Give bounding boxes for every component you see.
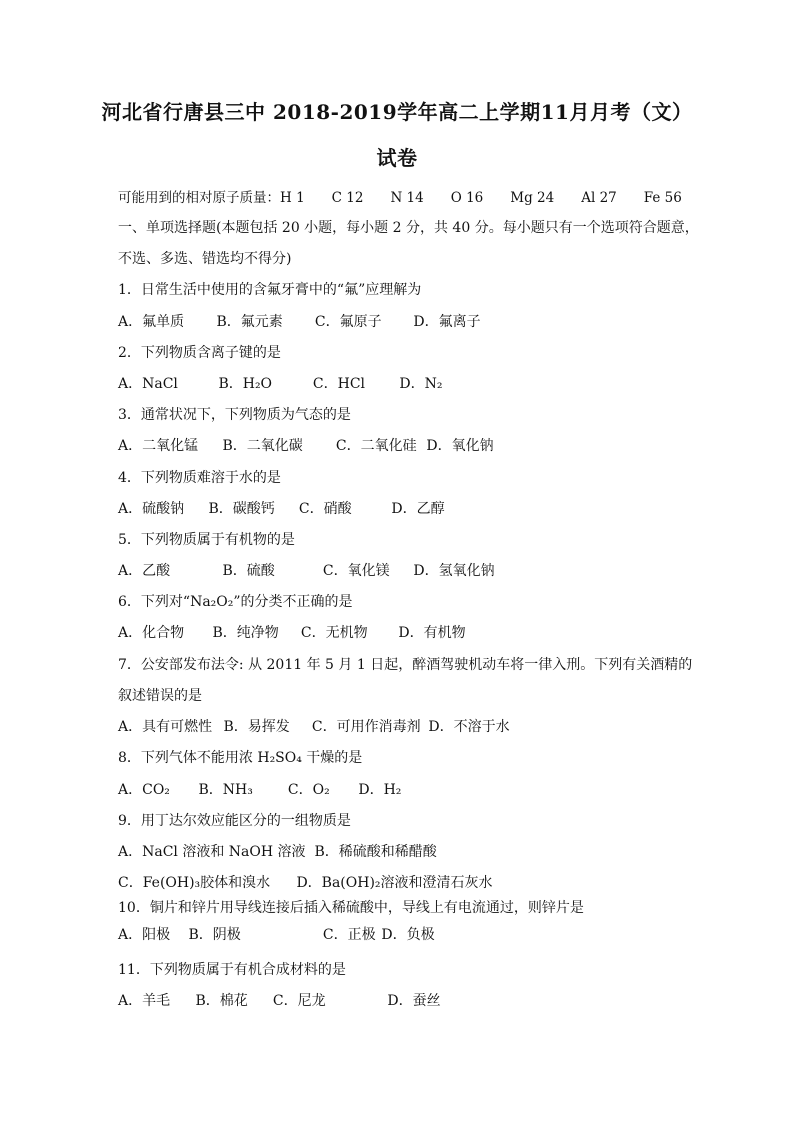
option-d: D．蚕丝 — [387, 993, 441, 1009]
question-4-options — [118, 498, 688, 518]
option-d: D．氢氧化钠 — [413, 563, 495, 579]
question-3-options — [118, 435, 688, 455]
option-a: A．NaCl — [118, 376, 178, 392]
question-11: 11．下列物质属于有机合成材料的是 — [118, 962, 346, 978]
option-b: B．H₂O — [218, 376, 273, 392]
question-7: 7．公安部发布法令: 从 2011 年 5 月 1 日起，醉酒驾驶机动车将一律入刑。下列有关酒精的 — [118, 657, 693, 673]
option-d: D．氟离子 — [413, 314, 481, 330]
option-a: A．乙酸 — [118, 563, 171, 579]
option-b: B．二氧化碳 — [222, 438, 303, 454]
question-7-options — [118, 716, 688, 736]
option-c: C．二氧化硅 — [335, 438, 417, 454]
option-d: D．Ba(OH)₂溶液和澄清石灰水 — [296, 875, 493, 891]
exam-title-line2: 试卷 — [376, 146, 418, 170]
question-5: 5．下列物质属于有机物的是 — [118, 532, 295, 548]
option-a: A．硫酸钠 — [118, 501, 185, 517]
option-b: B．阴极 — [188, 927, 241, 943]
option-c: C．氧化镁 — [322, 563, 390, 579]
question-9-options-1 — [118, 841, 688, 861]
question-9-options-2 — [118, 872, 688, 892]
option-b: B．NH₃ — [198, 782, 253, 798]
question-2: 2．下列物质含离子键的是 — [118, 345, 281, 361]
question-6-options — [118, 622, 688, 642]
option-d: D．H₂ — [358, 782, 402, 798]
question-1: 1．日常生活中使用的含氟牙膏中的“氟”应理解为 — [118, 282, 422, 298]
question-3: 3．通常状况下，下列物质为气态的是 — [118, 407, 351, 423]
option-d: D．乙醇 — [391, 501, 445, 517]
option-c: C．硝酸 — [298, 501, 352, 517]
question-2-options — [118, 373, 688, 393]
option-c: C．尼龙 — [272, 993, 326, 1009]
option-d: D．N₂ — [399, 376, 443, 392]
option-b: B．稀硫酸和稀醋酸 — [314, 844, 437, 860]
question-8: 8．下列气体不能用浓 H₂SO₄ 干燥的是 — [118, 750, 363, 766]
option-a: A．二氧化锰 — [118, 438, 199, 454]
question-11-options — [118, 990, 688, 1010]
option-d: D．不溶于水 — [428, 719, 510, 735]
option-c: C．O₂ — [287, 782, 330, 798]
option-b: B．氟元素 — [216, 314, 283, 330]
option-c: C．正极 — [322, 927, 376, 943]
option-a: A．化合物 — [118, 625, 185, 641]
option-c: C．无机物 — [300, 625, 368, 641]
option-c: C．Fe(OH)₃胶体和溴水 — [118, 875, 271, 891]
option-a: A．NaCl 溶液和 NaOH 溶液 — [118, 844, 306, 860]
option-b: B．易挥发 — [223, 719, 290, 735]
option-d: D．有机物 — [398, 625, 466, 641]
question-5-options — [118, 560, 688, 580]
option-c: C．可用作消毒剂 — [311, 719, 421, 735]
question-10: 10．铜片和锌片用导线连接后插入稀硫酸中，导线上有电流通过，则锌片是 — [118, 900, 584, 916]
question-6: 6．下列对“Na₂O₂”的分类不正确的是 — [118, 594, 353, 610]
option-d: D．氧化钠 — [426, 438, 494, 454]
exam-title: 河北省行唐县三中 2018-2019学年高二上学期11月月考（文） — [101, 100, 693, 124]
section-instructions-cont: 不选、多选、错选均不得分) — [118, 251, 292, 267]
option-a: A．阳极 — [118, 927, 171, 943]
option-c: C．HCl — [312, 376, 366, 392]
option-a: A．具有可燃性 — [118, 719, 213, 735]
question-9: 9．用丁达尔效应能区分的一组物质是 — [118, 813, 351, 829]
option-a: A．氟单质 — [118, 314, 185, 330]
option-c: C．氟原子 — [314, 314, 382, 330]
option-a: A．羊毛 — [118, 993, 171, 1009]
atomic-mass-line: 可能用到的相对原子质量：H 1 C 12 N 14 O 16 Mg 24 Al 27 Fe 56 — [118, 190, 682, 206]
option-b: B．纯净物 — [212, 625, 279, 641]
question-7-cont: 叙述错误的是 — [118, 688, 202, 704]
option-a: A．CO₂ — [118, 782, 170, 798]
section-instructions: 一、单项选择题(本题包括 20 小题，每小题 2 分，共 40 分。每小题只有一个选项符合题意， — [118, 220, 699, 236]
option-d: D．负极 — [381, 927, 435, 943]
question-1-options — [118, 311, 688, 331]
question-8-options — [118, 779, 688, 799]
option-b: B．棉花 — [195, 993, 248, 1009]
question-4: 4．下列物质难溶于水的是 — [118, 470, 281, 486]
option-b: B．碳酸钙 — [208, 501, 275, 517]
question-10-options — [118, 924, 688, 944]
option-b: B．硫酸 — [222, 563, 275, 579]
